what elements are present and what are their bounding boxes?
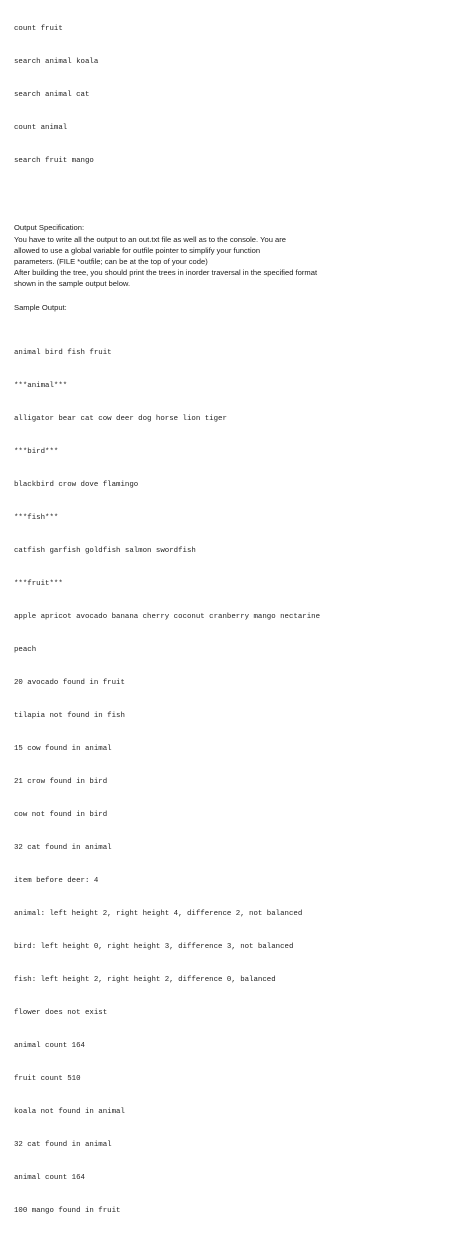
sample-output-line: ***animal***	[14, 382, 68, 390]
sample-output-line: blackbird crow dove flamingo	[14, 481, 139, 489]
input-command-line: search animal cat	[14, 91, 90, 99]
sample-output-line: fish: left height 2, right height 2, difference 0, balanced	[14, 976, 276, 984]
sample-output-line: 20 avocado found in fruit	[14, 679, 125, 687]
sample-output-line: animal count 164	[14, 1174, 85, 1182]
sample-output-line: cow not found in bird	[14, 811, 108, 819]
input-command-line: count animal	[14, 124, 68, 132]
sample-output-line: item before deer: 4	[14, 877, 99, 885]
sample-output-line: alligator bear cat cow deer dog horse lion tiger	[14, 415, 227, 423]
sample-output-line: koala not found in animal	[14, 1108, 125, 1116]
sample-output-line: animal: left height 2, right height 4, difference 2, not balanced	[14, 910, 303, 918]
sample-output-line: 32 cat found in animal	[14, 844, 112, 852]
sample-output-heading-text: Sample Output:	[14, 303, 67, 312]
sample-output-line: peach	[14, 646, 37, 654]
sample-output-block	[14, 326, 449, 1239]
sample-output-line: flower does not exist	[14, 1009, 108, 1017]
sample-output-line: apple apricot avocado banana cherry coconut cranberry mango nectarine	[14, 613, 321, 621]
input-commands-block	[14, 2, 449, 189]
output-spec-heading-text: Output Specification:	[14, 223, 85, 232]
sample-output-line: catfish garfish goldfish salmon swordfish	[14, 547, 196, 555]
sample-output-line: 21 crow found in bird	[14, 778, 108, 786]
input-command-line: search animal koala	[14, 58, 99, 66]
sample-output-line: ***bird***	[14, 448, 59, 456]
sample-output-line: fruit count 510	[14, 1075, 81, 1083]
output-spec-line: After building the tree, you should print the trees in inorder traversal in the specified format	[14, 268, 318, 277]
sample-output-line: animal bird fish fruit	[14, 349, 112, 357]
sample-output-line: 100 mango found in fruit	[14, 1207, 121, 1215]
output-spec-line: allowed to use a global variable for outfile pointer to simplify your function	[14, 246, 261, 255]
output-spec-line: shown in the sample output below.	[14, 279, 131, 288]
sample-output-line: animal count 164	[14, 1042, 85, 1050]
output-spec-body	[14, 234, 449, 289]
sample-output-heading	[14, 302, 449, 313]
sample-output-line: 15 cow found in animal	[14, 745, 112, 753]
sample-output-line: ***fish***	[14, 514, 59, 522]
output-spec-line: parameters. (FILE *outfile; can be at the top of your code)	[14, 257, 208, 266]
output-spec-heading	[14, 222, 449, 233]
input-command-line: count fruit	[14, 25, 63, 33]
sample-output-line: ***fruit***	[14, 580, 63, 588]
output-spec-line: You have to write all the output to an out.txt file as well as to the console. You are	[14, 235, 287, 244]
input-command-line: search fruit mango	[14, 157, 94, 165]
sample-output-line: bird: left height 0, right height 3, difference 3, not balanced	[14, 943, 294, 951]
sample-output-line: 32 cat found in animal	[14, 1141, 112, 1149]
sample-output-line: tilapia not found in fish	[14, 712, 125, 720]
